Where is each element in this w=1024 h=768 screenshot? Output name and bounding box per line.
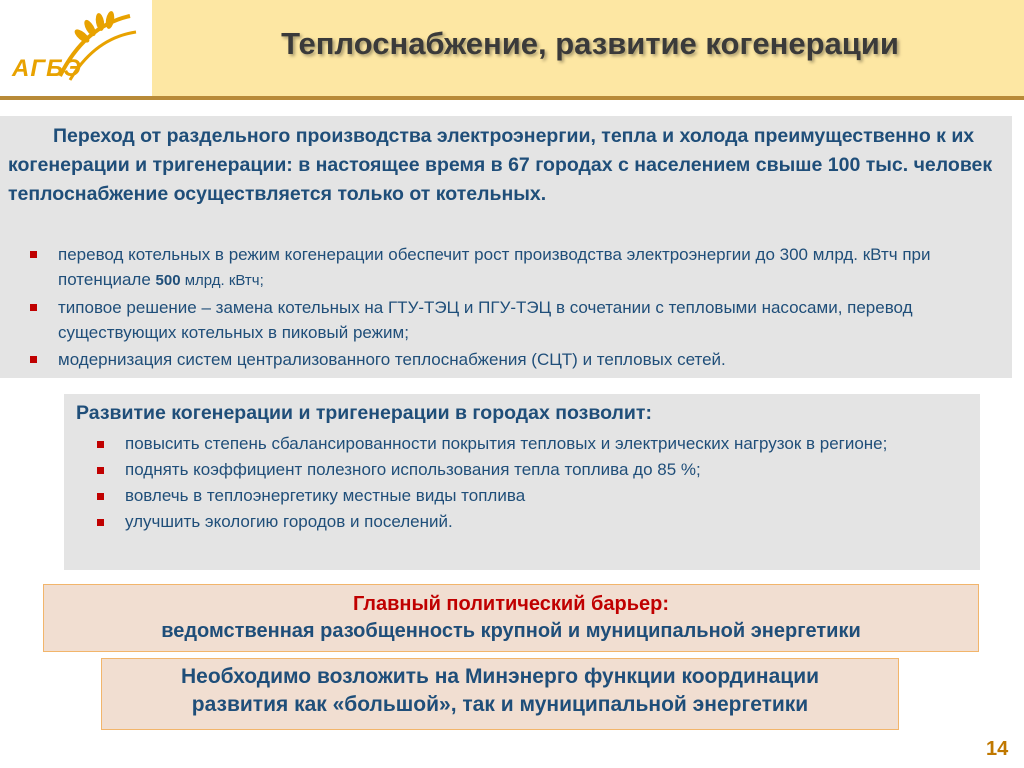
list-item <box>97 484 967 508</box>
list-item-text: млрд. кВтч; <box>180 272 264 289</box>
bullet-icon <box>97 441 104 448</box>
list-item <box>30 295 1010 345</box>
list-item <box>97 432 967 456</box>
barrier-heading: Главный политический барьер: <box>352 593 670 615</box>
logo-text: АГБЭ <box>12 55 82 82</box>
list-item-text: поднять коэффициент полезного использования тепла топлива до 85 %; <box>125 460 701 479</box>
list-item <box>97 510 967 534</box>
logo-separator <box>150 0 152 96</box>
recommendation-line-2: развития как «большой», так и муниципальной энергетики <box>191 693 809 716</box>
barrier-callout <box>43 584 979 652</box>
bullet-icon <box>97 519 104 526</box>
page-title: Теплоснабжение, развитие когенерации <box>281 26 899 61</box>
list-item-text: модернизация систем централизованного теплоснабжения (СЦТ) и тепловых сетей. <box>58 350 726 369</box>
benefits-bullet-list <box>97 432 967 536</box>
list-item <box>30 347 1010 372</box>
intro-bullet-list <box>30 242 1010 374</box>
bullet-icon <box>30 251 37 258</box>
recommendation-callout <box>101 658 899 730</box>
bullet-icon <box>97 493 104 500</box>
list-item-text: типовое решение – замена котельных на ГТУ-ТЭЦ и ПГУ-ТЭЦ в сочетании с тепловыми насосами, перевод существующих котельных в пиковый режим; <box>58 298 913 342</box>
recommendation-line-1: Необходимо возложить на Минэнерго функции координации <box>180 665 820 688</box>
bullet-icon <box>30 304 37 311</box>
page-number: 14 <box>986 738 1009 760</box>
barrier-text: ведомственная разобщенность крупной и муниципальной энергетики <box>161 620 861 642</box>
list-item-text: повысить степень сбалансированности покрытия тепловых и электрических нагрузок в регионе; <box>125 434 888 453</box>
list-item <box>97 458 967 482</box>
list-item-text: вовлечь в теплоэнергетику местные виды топлива <box>125 486 526 505</box>
intro-paragraph: Переход от раздельного производства электроэнергии, тепла и холода преимущественно к их когенерации и тригенерации: в настоящее время в 67 городах с населением свыше 100 тыс. человек теплоснабжение осуществляется только от котельных. <box>8 125 993 205</box>
list-item-text: улучшить экологию городов и поселений. <box>125 512 453 531</box>
list-item-text: перевод котельных в режим когенерации обеспечит рост производства электроэнергии до 300 млрд. кВтч при потенциале <box>58 245 931 289</box>
bullet-icon <box>97 467 104 474</box>
list-item <box>30 242 1010 293</box>
logo <box>0 0 150 96</box>
bullet-icon <box>30 356 37 363</box>
benefits-title: Развитие когенерации и тригенерации в городах позволит: <box>76 402 652 424</box>
list-item-emphasis: 500 <box>155 272 181 289</box>
header-divider <box>0 96 1024 100</box>
